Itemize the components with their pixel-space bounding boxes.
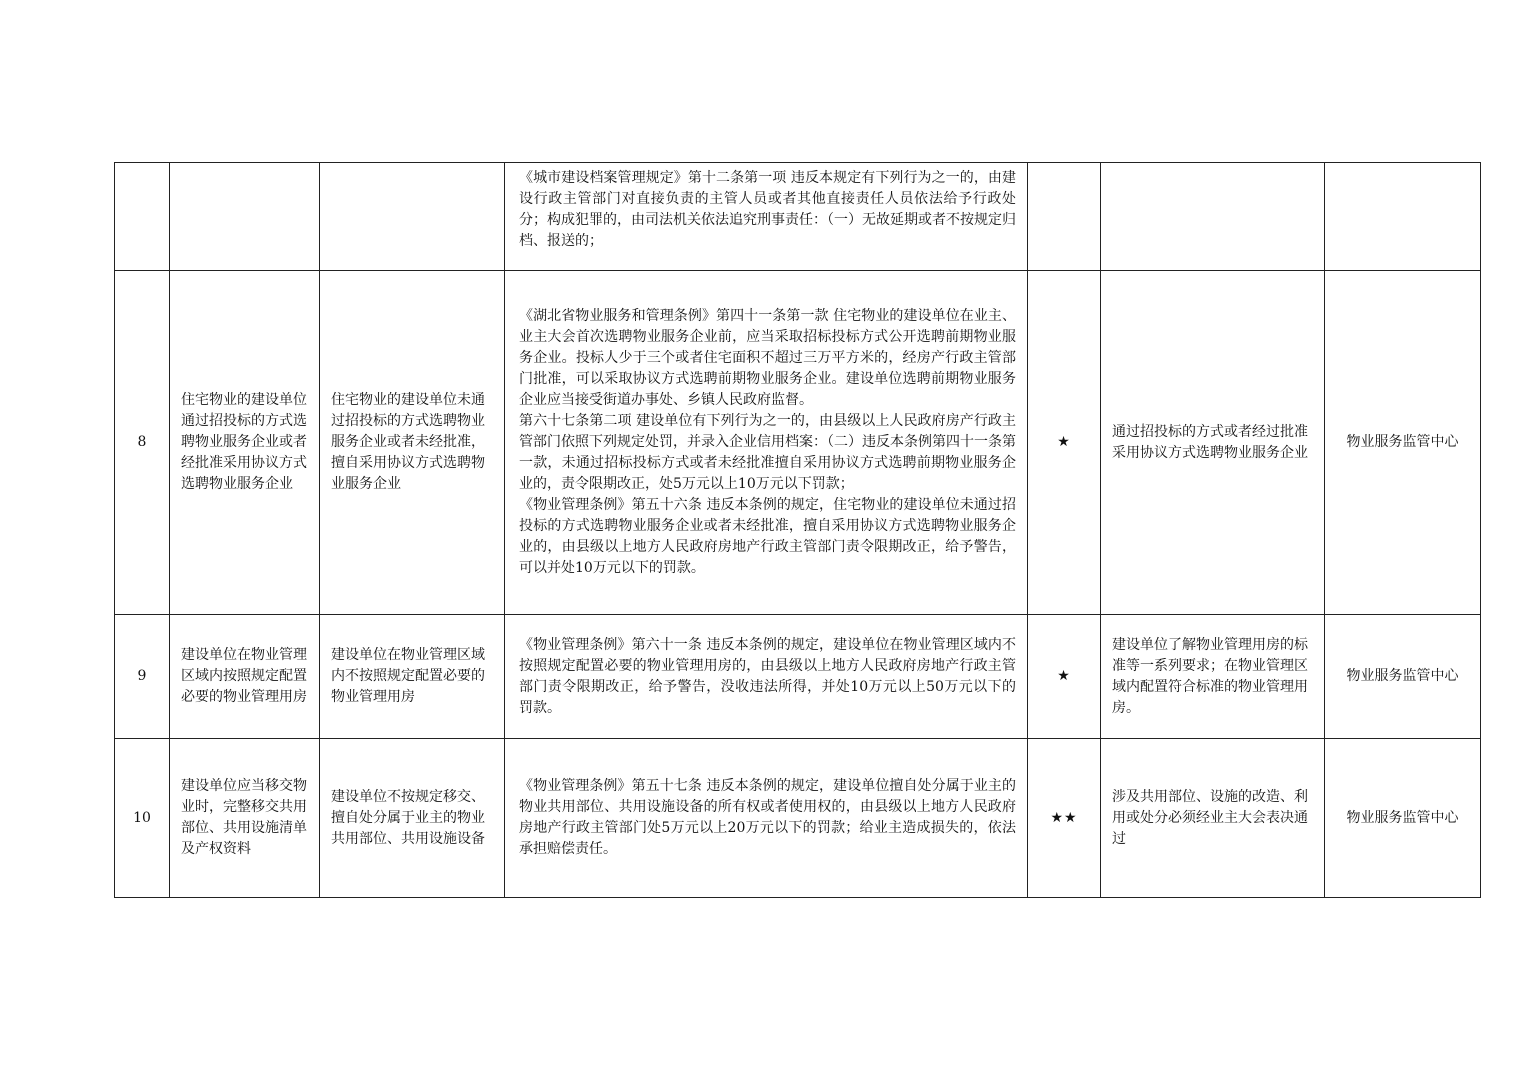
item-cell (170, 271, 320, 615)
dept-cell (1325, 615, 1481, 739)
basis-cell (505, 615, 1028, 739)
row-number-cell (115, 163, 170, 271)
table-row (115, 163, 1481, 271)
measure-text: 建设单位了解物业管理用房的标准等一系列要求；在物业管理区域内配置符合标准的物业管理用房。 (1112, 636, 1308, 716)
measure-text: 通过招投标的方式或者经过批准采用协议方式选聘物业服务企业 (1112, 423, 1308, 461)
level-stars: ★ (1057, 434, 1071, 450)
violation-cell (320, 163, 505, 271)
dept-cell (1325, 739, 1481, 898)
level-cell (1028, 739, 1101, 898)
row-number-cell (115, 615, 170, 739)
measure-text: 涉及共用部位、设施的改造、利用或处分必须经业主大会表决通过 (1112, 788, 1308, 847)
level-stars (1028, 213, 1100, 221)
measure-cell (1101, 739, 1325, 898)
row-number (115, 213, 169, 221)
table-row (115, 615, 1481, 739)
item-text: 建设单位应当移交物业时，完整移交共用部位、共用设施清单及产权资料 (181, 778, 307, 857)
level-cell (1028, 271, 1101, 615)
dept-text: 物业服务监管中心 (1346, 434, 1459, 450)
basis-paragraph: 《物业管理条例》第五十七条 违反本条例的规定，建设单位擅自处分属于业主的物业共用部位、共用设施设备的所有权或者使用权的，由县级以上地方人民政府房地产行政主管部门处5万元以上20万元以下的罚款；给业主造成损失的，依法承担赔偿责任。 (519, 778, 1016, 857)
basis-cell (505, 271, 1028, 615)
basis-paragraph: 《城市建设档案管理规定》第十二条第一项 违反本规定有下列行为之一的，由建设行政主管部门对直接负责的主管人员或者其他直接责任人员依法给予行政处分；构成犯罪的，由司法机关依法追究刑事责任：（一）无故延期或者不按规定归档、报送的； (519, 169, 1016, 249)
dept-cell (1325, 163, 1481, 271)
basis-cell (505, 739, 1028, 898)
regulation-table (114, 162, 1481, 898)
level-cell (1028, 615, 1101, 739)
dept-cell (1325, 271, 1481, 615)
violation-cell (320, 739, 505, 898)
measure-text (1101, 213, 1324, 221)
row-number-cell (115, 271, 170, 615)
item-cell (170, 615, 320, 739)
item-text (170, 213, 319, 221)
item-text: 建设单位在物业管理区域内按照规定配置必要的物业管理用房 (181, 647, 307, 705)
violation-text: 建设单位不按规定移交、擅自处分属于业主的物业共用部位、共用设施设备 (331, 788, 485, 847)
dept-text: 物业服务监管中心 (1346, 668, 1459, 684)
table-row (115, 739, 1481, 898)
violation-cell (320, 615, 505, 739)
item-text: 住宅物业的建设单位通过招投标的方式选聘物业服务企业或者经批准采用协议方式选聘物业服务企业 (181, 392, 307, 492)
dept-text (1325, 213, 1480, 221)
basis-paragraph: 《物业管理条例》第五十六条 违反本条例的规定，住宅物业的建设单位未通过招投标的方式选聘物业服务企业或者未经批准，擅自采用协议方式选聘物业服务企业的，由县级以上地方人民政府房地产行政主管部门责令限期改正，给予警告，可以并处10万元以下的罚款。 (519, 497, 1016, 576)
item-cell (170, 739, 320, 898)
row-number: 9 (137, 668, 147, 684)
basis-cell (505, 163, 1028, 271)
level-stars: ★★ (1050, 809, 1078, 826)
level-cell (1028, 163, 1101, 271)
measure-cell (1101, 271, 1325, 615)
violation-text: 建设单位在物业管理区域内不按照规定配置必要的物业管理用房 (331, 647, 485, 705)
violation-cell (320, 271, 505, 615)
item-cell (170, 163, 320, 271)
basis-paragraph: 《物业管理条例》第六十一条 违反本条例的规定，建设单位在物业管理区域内不按照规定配置必要的物业管理用房的，由县级以上地方人民政府房地产行政主管部门责令限期改正，给予警告，没收违法所得，并处10万元以上50万元以下的罚款。 (519, 636, 1016, 716)
row-number: 8 (137, 434, 147, 450)
level-stars: ★ (1057, 668, 1071, 684)
table-row (115, 271, 1481, 615)
row-number-cell (115, 739, 170, 898)
row-number: 10 (133, 809, 151, 826)
dept-text: 物业服务监管中心 (1346, 809, 1459, 826)
violation-text: 住宅物业的建设单位未通过招投标的方式选聘物业服务企业或者未经批准，擅自采用协议方式选聘物业服务企业 (331, 392, 485, 492)
measure-cell (1101, 615, 1325, 739)
basis-paragraph: 《湖北省物业服务和管理条例》第四十一条第一款 住宅物业的建设单位在业主、业主大会首次选聘物业服务企业前，应当采取招标投标方式公开选聘前期物业服务企业。投标人少于三个或者住宅面积不超过三万平方米的，经房产行政主管部门批准，可以采取协议方式选聘前期物业服务企业。建设单位选聘前期物业服务企业应当接受街道办事处、乡镇人民政府监督。 (519, 308, 1016, 408)
measure-cell (1101, 163, 1325, 271)
violation-text (320, 213, 504, 221)
basis-paragraph: 第六十七条第二项 建设单位有下列行为之一的，由县级以上人民政府房产行政主管部门依照下列规定处罚，并录入企业信用档案：（二）违反本条例第四十一条第一款，未通过招标投标方式或者未经批准擅自采用协议方式选聘前期物业服务企业的，责令限期改正，处5万元以上10万元以下罚款； (519, 413, 1016, 492)
